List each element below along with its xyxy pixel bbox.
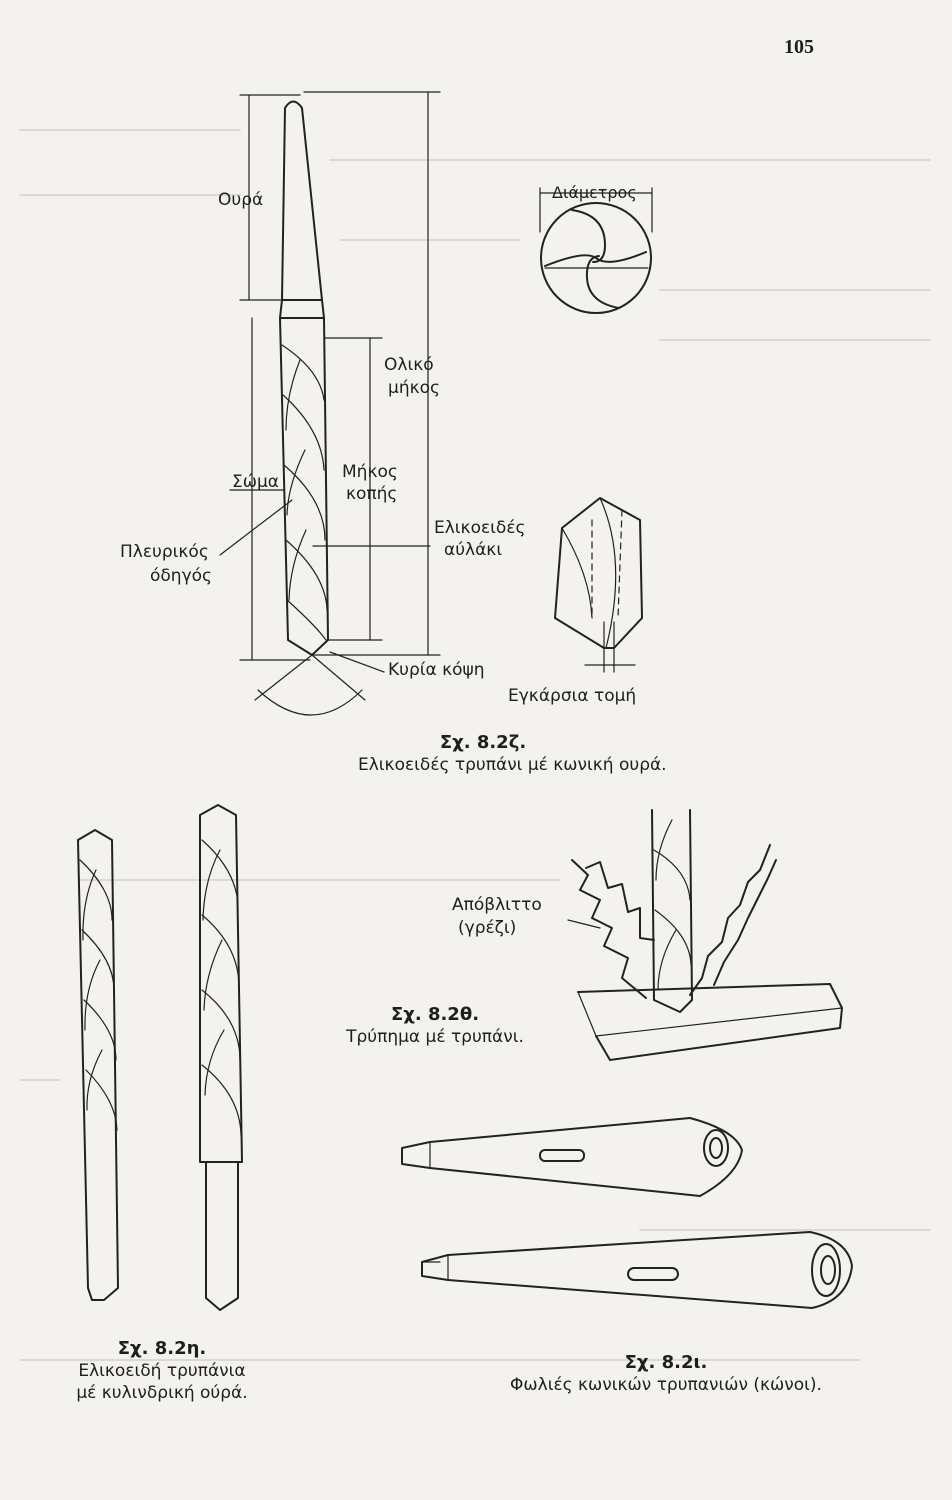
caption-8-2z <box>358 732 667 776</box>
caption-number: Σχ. 8.2ι. <box>624 1352 708 1373</box>
caption-number: Σχ. 8.2ζ. <box>439 732 527 753</box>
label-helical-groove-line1: Ελικοειδές <box>434 518 526 538</box>
drilling-scene <box>568 810 842 1060</box>
tapered-twist-drill <box>280 102 328 656</box>
dimension-lines <box>220 92 440 715</box>
label-chips-line1: Απόβλιττο <box>452 895 542 915</box>
caption-text-line2: μέ κυλινδρική ούρά. <box>76 1383 248 1403</box>
caption-number: Σχ. 8.2η. <box>117 1338 207 1359</box>
caption-8-2iota <box>486 1352 846 1396</box>
caption-text: Φωλιές κωνικών τρυπανιών (κώνοι). <box>510 1375 822 1395</box>
taper-sleeve-lower <box>422 1232 852 1308</box>
label-cutting-length-line2: κοπής <box>346 484 398 504</box>
caption-text-line1: Ελικοειδή τρυπάνια <box>78 1361 246 1381</box>
label-chips-line2: (γρέζι) <box>458 918 517 938</box>
caption-number: Σχ. 8.2θ. <box>390 1004 480 1025</box>
label-total-length-line1: Ολικό <box>384 355 434 375</box>
caption-8-2eta <box>62 1338 262 1404</box>
page-number: 105 <box>784 36 814 58</box>
label-cross-section: Εγκάρσια τομή <box>508 686 637 706</box>
label-helical-groove-line2: αύλάκι <box>444 540 503 560</box>
label-cutting-length-line1: Μήκος <box>342 462 398 482</box>
caption-text: Τρύπημα μέ τρυπάνι. <box>346 1027 524 1047</box>
drill-cross-section <box>540 188 652 313</box>
label-main-cut: Κυρία κόψη <box>388 660 485 680</box>
label-side-guide-line1: Πλευρικός <box>120 542 209 562</box>
taper-sleeve-upper <box>402 1118 742 1196</box>
label-body: Σώμα <box>232 472 279 492</box>
label-side-guide-line2: όδηγός <box>150 566 213 586</box>
cylindrical-drill-left <box>78 830 118 1300</box>
label-diameter: Διάμετρος <box>552 183 637 202</box>
caption-8-2theta <box>330 1004 540 1048</box>
drill-point-view <box>555 498 642 672</box>
label-total-length-line2: μήκος <box>388 378 440 398</box>
label-tail: Ουρά <box>218 190 264 210</box>
caption-text: Ελικοειδές τρυπάνι μέ κωνική ουρά. <box>358 755 667 775</box>
